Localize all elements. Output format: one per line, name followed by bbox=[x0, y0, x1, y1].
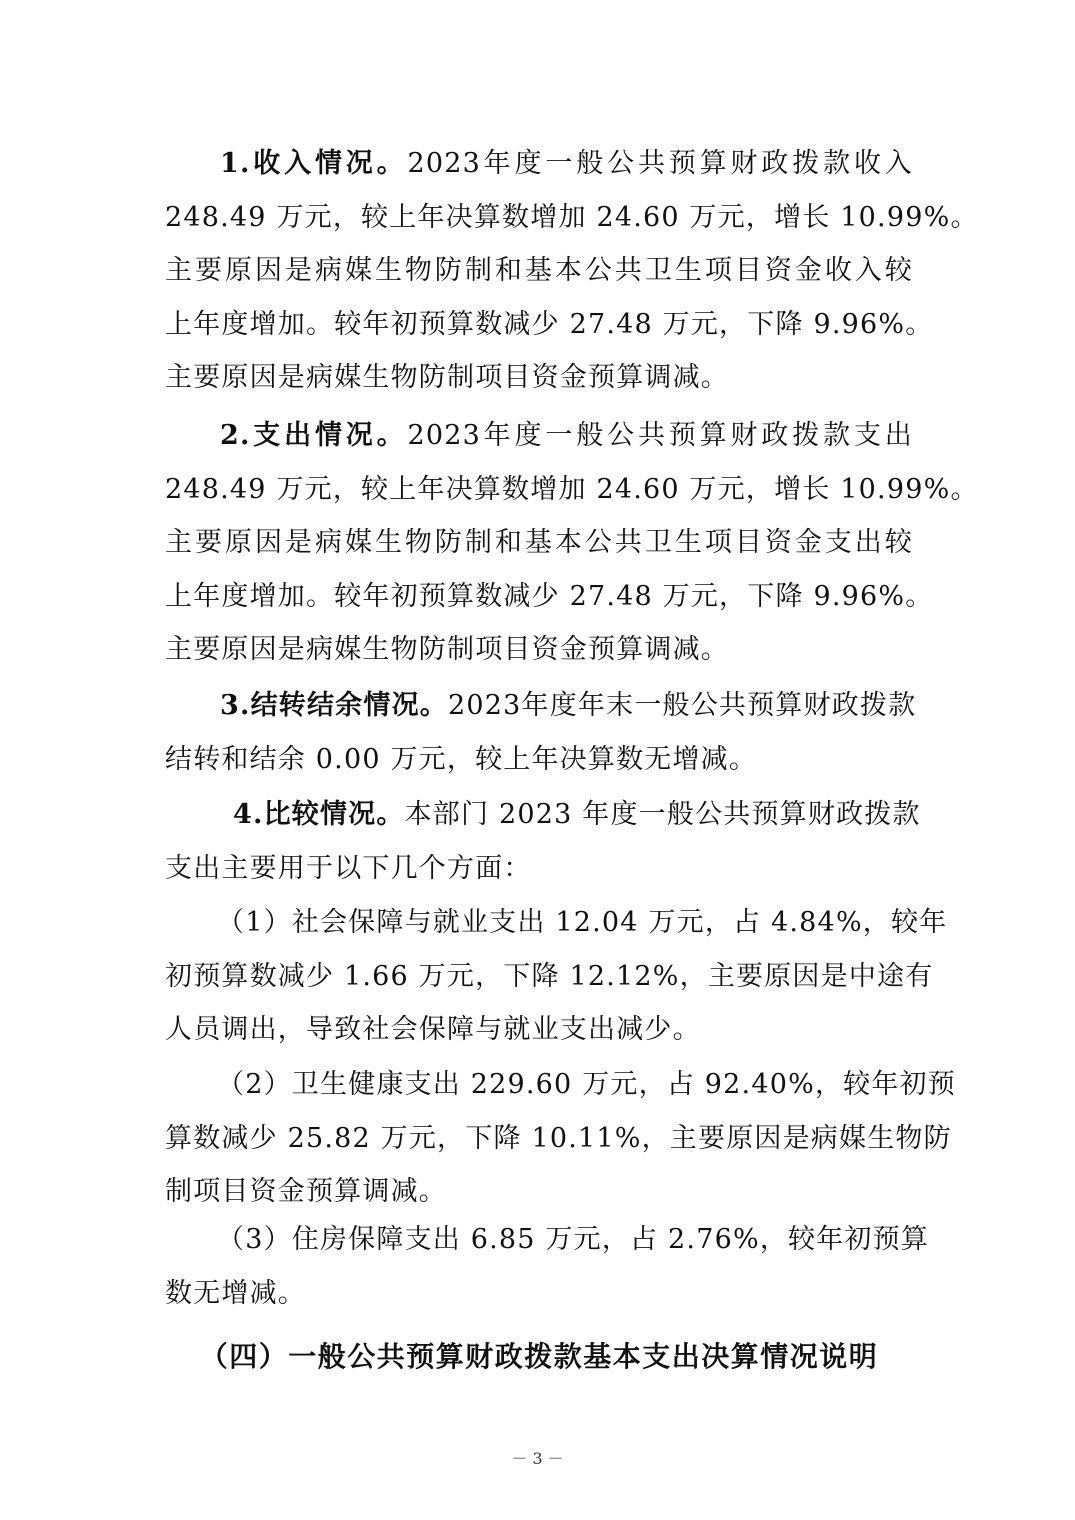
section-line: 主要原因是病媒生物防制项目资金预算调减。 bbox=[165, 362, 729, 393]
section-line: 制项目资金预算调减。 bbox=[165, 1176, 447, 1207]
section-line: 主要原因是病媒生物防制项目资金预算调减。 bbox=[165, 634, 729, 665]
section-lead: 3.结转结余情况。 bbox=[220, 690, 448, 721]
section-line: （1）社会保障与就业支出 12.04 万元，占 4.84%，较年 bbox=[217, 907, 948, 938]
section-lead: 2.支出情况。 bbox=[220, 420, 408, 451]
section-line: 支出主要用于以下几个方面： bbox=[165, 852, 532, 884]
section-line: 3.结转结余情况。2023年度年末一般公共预算财政拨款 bbox=[220, 690, 917, 721]
section-line: 人员调出，导致社会保障与就业支出减少。 bbox=[165, 1014, 701, 1045]
section-comparison bbox=[165, 788, 921, 895]
section-line: 4.比较情况。本部门 2023 年度一般公共预算财政拨款 bbox=[233, 799, 921, 830]
section-line: 主要原因是病媒生物防制和基本公共卫生项目资金收入较 bbox=[165, 255, 913, 286]
section-line: 上年度增加。较年初预算数减少 27.48 万元，下降 9.96%。 bbox=[165, 580, 934, 612]
section-heading: （四）一般公共预算财政拨款基本支出决算情况说明 bbox=[199, 1340, 879, 1373]
section-lead: 1.收入情况。 bbox=[220, 148, 408, 179]
page-number: － 3 － bbox=[511, 1449, 564, 1468]
item-health bbox=[165, 1058, 956, 1219]
section-income bbox=[165, 137, 979, 405]
item-social-security bbox=[165, 896, 948, 1057]
section-lead: 4.比较情况。 bbox=[233, 799, 405, 830]
section-line: 主要原因是病媒生物防制和基本公共卫生项目资金支出较 bbox=[165, 527, 913, 558]
section-line: 结转和结余 0.00 万元，较上年决算数无增减。 bbox=[165, 743, 758, 775]
section-line: 数无增减。 bbox=[165, 1277, 306, 1309]
section-line: 2.支出情况。2023年度一般公共预算财政拨款支出 bbox=[220, 420, 913, 451]
section-line: 初预算数减少 1.66 万元，下降 12.12%，主要原因是中途有 bbox=[165, 960, 934, 992]
section-line: 248.49 万元，较上年决算数增加 24.60 万元，增长 10.99%。 bbox=[165, 201, 979, 233]
section-line: 算数减少 25.82 万元，下降 10.11%，主要原因是病媒生物防 bbox=[165, 1122, 952, 1154]
section-line: 1.收入情况。2023年度一般公共预算财政拨款收入 bbox=[220, 148, 913, 179]
section-line: 上年度增加。较年初预算数减少 27.48 万元，下降 9.96%。 bbox=[165, 308, 934, 340]
section-carryover bbox=[165, 679, 917, 786]
section-line: （2）卫生健康支出 229.60 万元，占 92.40%，较年初预 bbox=[217, 1069, 956, 1100]
section-line: （3）住房保障支出 6.85 万元，占 2.76%，较年初预算 bbox=[217, 1224, 930, 1255]
item-housing bbox=[165, 1213, 930, 1320]
section-expenditure bbox=[165, 409, 979, 677]
section-line: 248.49 万元，较上年决算数增加 24.60 万元，增长 10.99%。 bbox=[165, 473, 979, 505]
